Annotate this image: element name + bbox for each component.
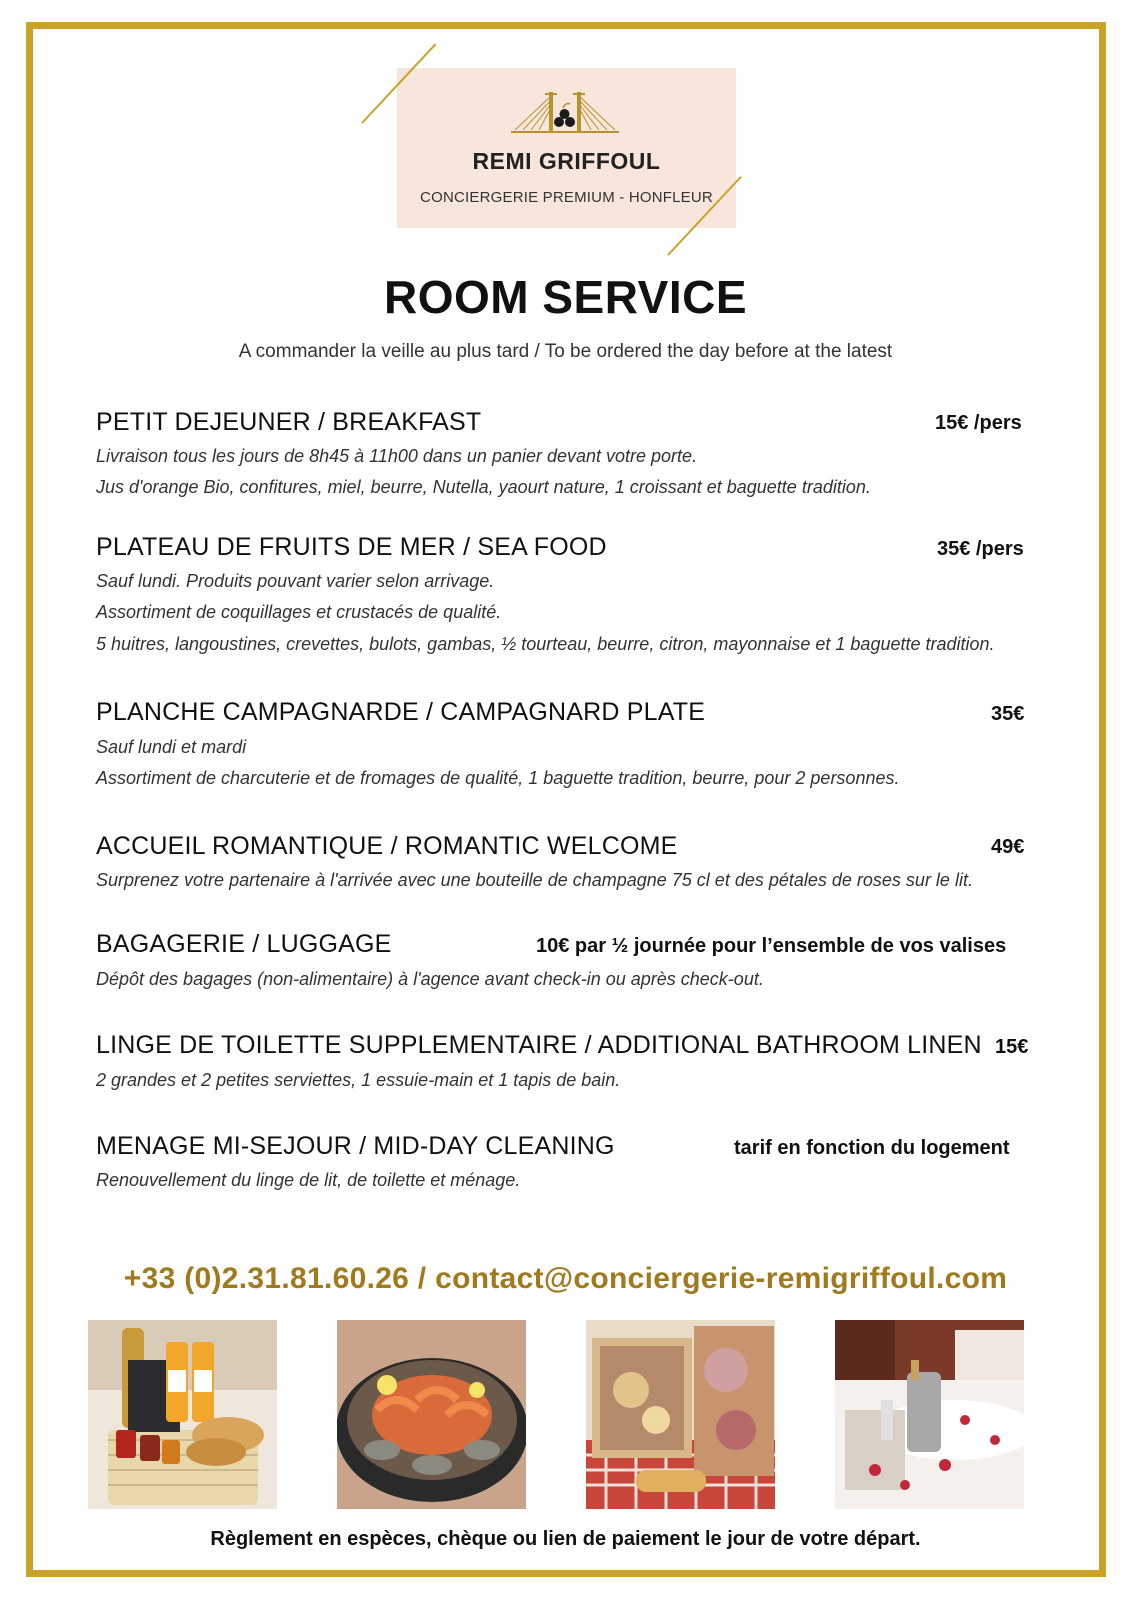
item-price: 49€ [991,836,1025,858]
item-description: Surprenez votre partenaire à l'arrivée avec une bouteille de champagne 75 cl et des pétales de roses sur le lit. [96,870,973,890]
phone-link[interactable]: +33 (0)2.31.81.60.26 [123,1262,410,1295]
item-price: 15€ /pers [935,412,1022,434]
item-description: Renouvellement du linge de lit, de toilette et ménage. [96,1170,521,1190]
item-name: BAGAGERIE / LUGGAGE [96,930,392,958]
item-description: Assortiment de charcuterie et de fromages de qualité, 1 baguette tradition, beurre, pour 2 personnes. [96,768,900,788]
brand-name: REMI GRIFFOUL [472,148,661,174]
payment-footer: Règlement en espèces, chèque ou lien de paiement le jour de votre départ. [210,1528,921,1550]
contact-line [0,1262,1131,1296]
item-name: PLATEAU DE FRUITS DE MER / SEA FOOD [96,533,607,561]
item-price: 35€ [991,703,1025,725]
bridge-emblem-icon [507,86,623,142]
item-name: ACCUEIL ROMANTIQUE / ROMANTIC WELCOME [96,832,678,860]
contact-separator: / [409,1262,436,1295]
brand-tagline: CONCIERGERIE PREMIUM - HONFLEUR [420,189,713,206]
item-name: LINGE DE TOILETTE SUPPLEMENTAIRE / ADDITIONAL BATHROOM LINEN [96,1031,982,1059]
charcuterie-board-photo [586,1320,775,1509]
item-name: MENAGE MI-SEJOUR / MID-DAY CLEANING [96,1132,615,1160]
romantic-champagne-photo [835,1320,1024,1509]
item-price: 10€ par ½ journée pour l’ensemble de vos valises [536,935,1007,957]
item-description: Livraison tous les jours de 8h45 à 11h00 dans un panier devant votre porte. [96,446,698,466]
email-link[interactable]: contact@conciergerie-remigriffoul.com [435,1262,1008,1295]
page-title: ROOM SERVICE [384,271,747,323]
item-price: 35€ /pers [937,538,1024,560]
item-name: PLANCHE CAMPAGNARDE / CAMPAGNARD PLATE [96,698,706,726]
item-description: 2 grandes et 2 petites serviettes, 1 essuie-main et 1 tapis de bain. [96,1070,621,1090]
item-description: Sauf lundi et mardi [96,737,247,757]
item-name: PETIT DEJEUNER / BREAKFAST [96,408,482,436]
item-price: tarif en fonction du logement [734,1137,1010,1159]
item-description: Dépôt des bagages (non-alimentaire) à l'agence avant check-in ou après check-out. [96,969,764,989]
item-description: Jus d'orange Bio, confitures, miel, beurre, Nutella, yaourt nature, 1 croissant et baguette tradition. [96,477,871,497]
item-description: Sauf lundi. Produits pouvant varier selon arrivage. [96,571,495,591]
breakfast-basket-photo [88,1320,277,1509]
item-description: Assortiment de coquillages et crustacés de qualité. [96,602,502,622]
item-description: 5 huitres, langoustines, crevettes, bulots, gambas, ½ tourteau, beurre, citron, mayonnaise et 1 baguette tradition. [96,634,995,654]
seafood-platter-photo [337,1320,526,1509]
item-price: 15€ [995,1036,1029,1058]
page-subtitle: A commander la veille au plus tard / To be ordered the day before at the latest [238,341,893,362]
